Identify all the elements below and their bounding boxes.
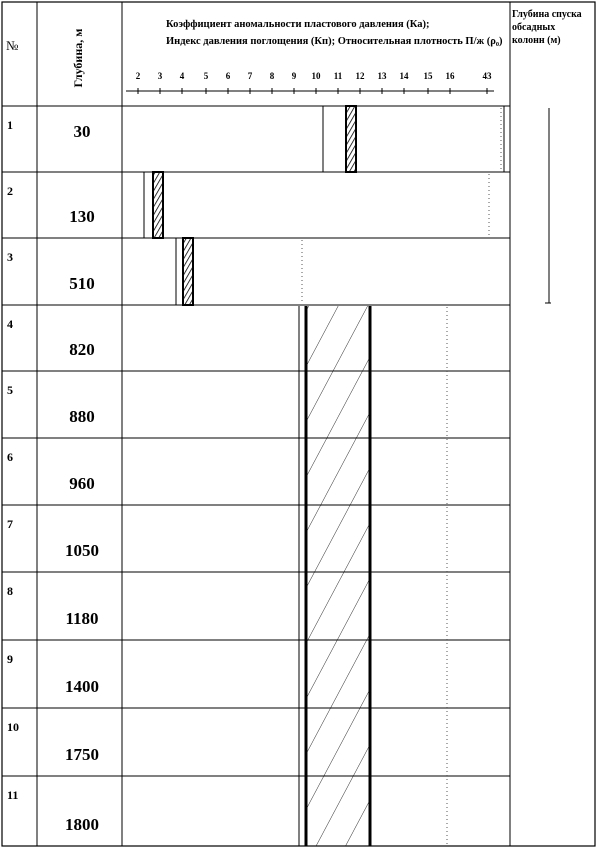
row-number: 8 — [7, 584, 13, 598]
row-depth: 30 — [73, 122, 91, 141]
scale-tick-label: 12 — [355, 71, 365, 81]
row2-density-band — [153, 172, 163, 238]
casing-header-line2: обсадных — [512, 22, 556, 33]
row-depth: 510 — [69, 274, 95, 293]
scale-tick-label: 5 — [203, 71, 209, 81]
scale-tick-label: 6 — [225, 71, 231, 81]
scale-tick-label: 9 — [291, 71, 297, 81]
scale-tick-label: 43 — [482, 71, 492, 81]
scale-tick-label: 13 — [377, 71, 387, 81]
row-number: 3 — [7, 250, 13, 264]
num-header: № — [6, 38, 19, 53]
row2-interval-box — [144, 172, 510, 238]
row-depth: 1050 — [65, 541, 99, 560]
row-depth: 130 — [69, 207, 95, 226]
row-number: 5 — [7, 383, 13, 397]
scale-tick-label: 4 — [179, 71, 185, 81]
row-number: 10 — [7, 720, 19, 734]
scale-tick-label: 8 — [269, 71, 275, 81]
scale-tick-label: 2 — [135, 71, 141, 81]
casing-header-line3: колонн (м) — [512, 35, 561, 46]
row1-density-band — [346, 106, 356, 172]
scale-tick-label: 15 — [423, 71, 433, 81]
scale-tick-label: 7 — [247, 71, 253, 81]
row-number: 9 — [7, 652, 13, 666]
chart-title-line2: Индекс давления поглощения (Кп); Относительная плотность П/ж (ρ₀) — [166, 36, 503, 47]
row-number: 6 — [7, 450, 13, 464]
row-depth: 820 — [69, 340, 95, 359]
row-depth: 1180 — [65, 609, 99, 628]
chart-title-line1: Коэффициент аномальности пластового давления (Ка); — [166, 19, 430, 30]
row3-interval-box — [176, 238, 510, 305]
row-number: 7 — [7, 517, 13, 531]
row3-density-band — [183, 238, 193, 305]
lower-hatched-band — [306, 306, 370, 846]
scale-tick-label: 11 — [333, 71, 343, 81]
depth-header: Глубина, м — [71, 28, 85, 88]
scale-tick-label: 14 — [399, 71, 409, 81]
row-depth: 1750 — [65, 745, 99, 764]
row-depth: 880 — [69, 407, 95, 426]
scale-tick-label: 3 — [157, 71, 163, 81]
row-depth: 1800 — [65, 815, 99, 834]
scale-tick-label: 10 — [311, 71, 321, 81]
casing-header-line1: Глубина спуска — [512, 9, 582, 20]
row-number: 2 — [7, 184, 13, 198]
scale-tick-label: 16 — [445, 71, 455, 81]
row-number: 1 — [7, 118, 13, 132]
row-number: 11 — [7, 788, 19, 802]
row-number: 4 — [7, 317, 13, 331]
row-depth: 1400 — [65, 677, 99, 696]
row-depth: 960 — [69, 474, 95, 493]
